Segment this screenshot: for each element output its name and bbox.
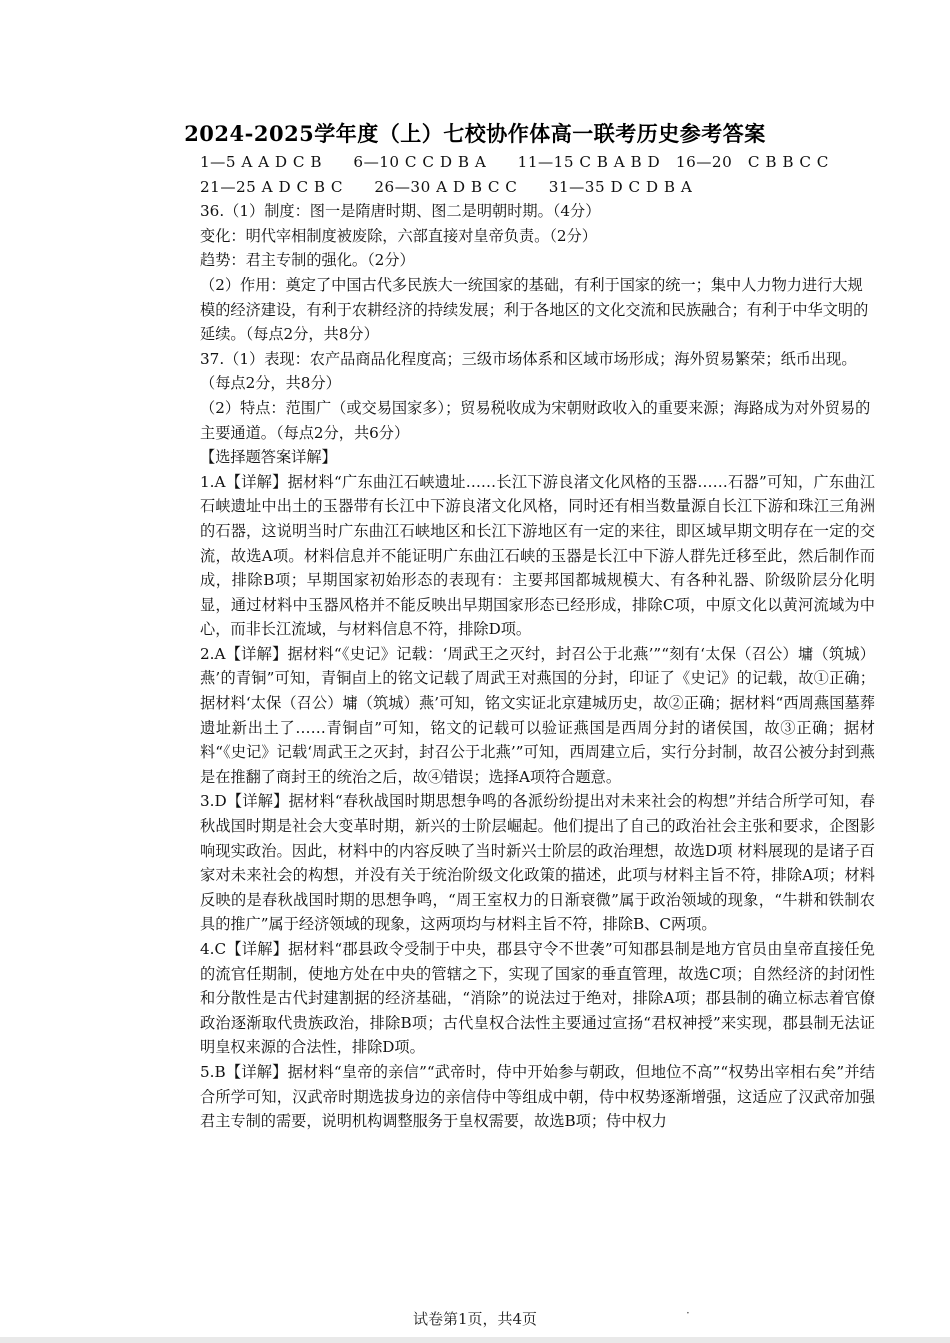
footer-mark: · xyxy=(686,1306,690,1320)
answer-key-line: 21—25 A D C B C 26—30 A D B C C 31—35 D C D B A xyxy=(200,177,693,196)
detail-item: 2.A【详解】据材料“《史记》记载：‘周武王之灭纣，封召公于北燕’”“刻有‘太保（召公）墉（筑城）燕’的青铜”可知，青铜卣上的铭文记载了周武王对燕国的分封，印证了《史记》的记载，故①正确；据材料‘太保（召公）墉（筑城）燕’可知，铭文实证北京建城历史，故②正确；据材料“西周燕国墓葬遗址新出土了……青铜卣”可知，铭文的记载可以验证燕国是西周分封的诸侯国，故③正确；据材料“《史记》记载‘周武王之灭封，封召公于北燕’”可知，西周建立后，实行分封制，故召公被分封到燕是在推翻了商封王的统治之后，故④错误；选择A项符合题意。 xyxy=(200,644,875,786)
q36-part: （2）作用：奠定了中国古代多民族大一统国家的基础，有利于国家的统一；集中人力物力进行大规模的经济建设，有利于农耕经济的持续发展；利于各地区的文化交流和民族融合；有利于中华文明的延续。（每点2分，共8分） xyxy=(200,275,869,344)
q37-part: 37.（1）表现：农产品商品化程度高；三级市场体系和区域市场形成；海外贸易繁荣；纸币出现。（每点2分，共8分） xyxy=(200,349,857,393)
answer-key-line: 1—5 A A D C B 6—10 C C D B A 11—15 C B A B D 16—20 C B B C C xyxy=(200,153,829,171)
q36-part: 变化：明代宰相制度被废除，六部直接对皇帝负责。（2分） xyxy=(200,226,597,245)
scan-edge xyxy=(0,1337,950,1343)
detail-section xyxy=(200,470,875,1134)
detail-item: 4.C【详解】据材料“郡县政令受制于中央，郡县守令不世袭”可知郡县制是地方官员由皇帝直接任免的流官任期制，使地方处在中央的管辖之下，实现了国家的垂直管理，故选C项；自然经济的封闭性和分散性是古代封建割据的经济基础，“消除”的说法过于绝对，排除A项；郡县制的确立标志着官僚政治逐渐取代贵族政治，排除B项；古代皇权合法性主要通过宣扬“君权神授”来实现，郡县制无法证明皇权来源的合法性，排除D项。 xyxy=(200,940,875,1057)
detail-item: 5.B【详解】据材料“皇帝的亲信”“武帝时，侍中开始参与朝政，但地位不高”“权势出宰相右矣”并结合所学可知，汉武帝时期选拔身边的亲信侍中等组成中朝，侍中权势逐渐增强，这适应了汉武帝加强君主专制的需要，说明机构调整服务于皇权需要，故选B项；侍中权力 xyxy=(200,1062,875,1131)
page-footer: 试卷第1页，共4页 xyxy=(412,1310,538,1328)
detail-item: 1.A【详解】据材料“广东曲江石峡遗址……长江下游良渚文化风格的玉器……石器”可知，广东曲江石峡遗址中出土的玉器带有长江中下游良渚文化风格，同时还有相当数量源自长江下游和珠江三角洲的石器，这说明当时广东曲江石峡地区和长江下游地区有一定的来往，即区域早期文明存在一定的交流，故选A项。材料信息并不能证明广东曲江石峡的玉器是长江中下游人群先迁移至此，然后制作而成，排除B项；早期国家初始形态的表现有：主要邦国都城规模大、有各种礼器、阶级阶层分化明显，通过材料中玉器风格并不能反映出早期国家形态已经形成，排除C项，中原文化以黄河流域为中心，而非长江流域，与材料信息不符，排除D项。 xyxy=(200,472,875,639)
answer-content xyxy=(200,150,875,1134)
q36-part: 36.（1）制度：图一是隋唐时期、图二是明朝时期。（4分） xyxy=(200,202,601,221)
detail-heading: 【选择题答案详解】 xyxy=(200,448,337,467)
page-title: 2024-2025学年度（上）七校协作体高一联考历史参考答案 xyxy=(184,121,766,146)
detail-item: 3.D【详解】据材料“春秋战国时期思想争鸣的各派纷纷提出对未来社会的构想”并结合所学可知，春秋战国时期是社会大变革时期，新兴的士阶层崛起。他们提出了自己的政治社会主张和要求，企图影响现实政治。因此，材料中的内容反映了当时新兴士阶层的政治理想，故选D项 材料展现的是诸子百家对未来社会的构想，并没有关于统治阶级文化政策的描述，此项与材料主旨不符，排除A项；材料反映的是春秋战国时期的思想争鸣，“周王室权力的日渐衰微”属于政治领域的现象，“牛耕和铁制农具的推广”属于经济领域的现象，这两项均与材料主旨不符，排除B、C两项。 xyxy=(200,792,875,934)
q36-part: 趋势：君主专制的强化。（2分） xyxy=(200,251,415,270)
q37-part: （2）特点：范围广（或交易国家多）；贸易税收成为宋朝财政收入的重要来源；海路成为对外贸易的主要通道。（每点2分，共6分） xyxy=(200,398,871,442)
